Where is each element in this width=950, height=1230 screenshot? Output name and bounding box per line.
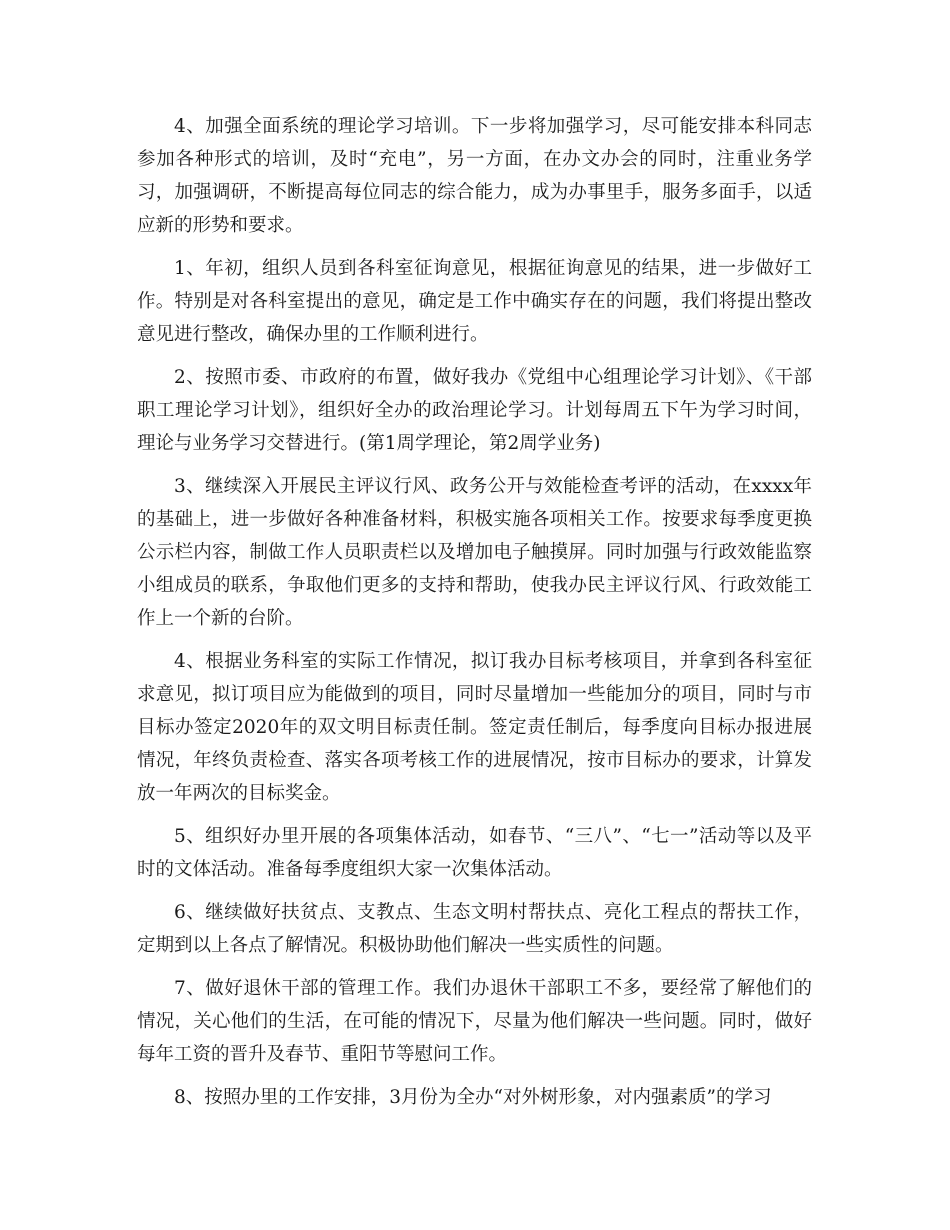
document-body: [137, 110, 812, 1124]
paragraph-retired-cadres: 7、做好退休干部的管理工作。我们办退休干部职工不多，要经常了解他们的情况，关心他们的生活，在可能的情况下，尽量为他们解决一些问题。同时，做好每年工资的晋升及春节、重阳节等慰问工作。: [137, 978, 812, 1065]
paragraph-study-training: 4、加强全面系统的理论学习培训。下一步将加强学习，尽可能安排本科同志参加各种形式的培训，及时“充电”，另一方面，在办文办会的同时，注重业务学习，加强调研，不断提高每位同志的综合能力，成为办事里手，服务多面手，以适应新的形势和要求。: [137, 116, 812, 236]
paragraph-solicit-opinions: 1、年初，组织人员到各科室征询意见，根据征询意见的结果，进一步做好工作。特别是对各科室提出的意见，确定是工作中确实存在的问题，我们将提出整改意见进行整改，确保办里的工作顺利进行。: [137, 258, 812, 345]
paragraph-democratic-review: 3、继续深入开展民主评议行风、政务公开与效能检查考评的活动，在xxxx年的基础上，进一步做好各种准备材料，积极实施各项相关工作。按要求每季度更换公示栏内容，制做工作人员职责栏以及增加电子触摸屏。同时加强与行政效能监察小组成员的联系，争取他们更多的支持和帮助，使我办民主评议行风、行政效能工作上一个新的台阶。: [137, 476, 812, 629]
paragraph-collective-activities: 5、组织好办里开展的各项集体活动，如春节、“三八”、“七一”活动等以及平时的文体活动。准备每季度组织大家一次集体活动。: [137, 826, 812, 880]
paragraph-target-assessment: 4、根据业务科室的实际工作情况，拟订我办目标考核项目，并拿到各科室征求意见，拟订项目应为能做到的项目，同时尽量增加一些能加分的项目，同时与市目标办签定2020年的双文明目标责任制。签定责任制后，每季度向目标办报进展情况，年终负责检查、落实各项考核工作的进展情况，按市目标办的要求，计算发放一年两次的目标奖金。: [137, 651, 812, 804]
paragraph-theory-study-plan: 2、按照市委、市政府的布置，做好我办《党组中心组理论学习计划》、《干部职工理论学习计划》，组织好全办的政治理论学习。计划每周五下午为学习时间，理论与业务学习交替进行。(第1周学理论，第2周学业务): [137, 367, 812, 454]
paragraph-work-arrangement: 8、按照办里的工作安排，3月份为全办“对外树形象，对内强素质”的学习: [174, 1087, 772, 1108]
paragraph-poverty-assistance: 6、继续做好扶贫点、支教点、生态文明村帮扶点、亮化工程点的帮扶工作，定期到以上各点了解情况。积极协助他们解决一些实质性的问题。: [137, 902, 812, 956]
